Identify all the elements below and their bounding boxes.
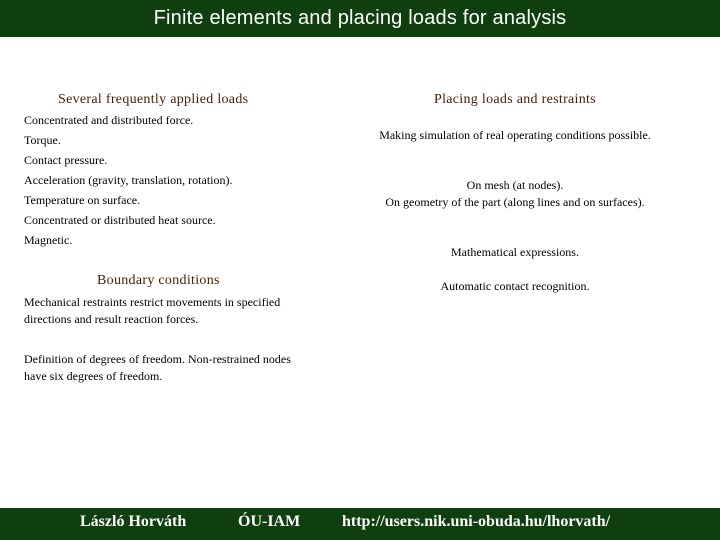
geometry-text: On geometry of the part (along lines and on surfaces). [385, 195, 645, 209]
load-item: Concentrated and distributed force. [24, 113, 194, 127]
load-item: Temperature on surface. [24, 193, 141, 207]
load-item: Contact pressure. [24, 153, 108, 167]
load-item: Torque. [24, 133, 61, 147]
loads-heading: Several frequently applied loads [58, 92, 249, 107]
load-item: Magnetic. [24, 233, 73, 247]
load-item: Concentrated or distributed heat source. [24, 213, 216, 227]
boundary-paragraph: Mechanical restraints restrict movements in specified directions and result reaction forces. [24, 295, 281, 326]
footer-bar [0, 508, 720, 540]
load-item: Acceleration (gravity, translation, rotation). [24, 173, 233, 187]
math-expressions-text: Mathematical expressions. [451, 245, 579, 259]
placing-heading: Placing loads and restraints [434, 92, 596, 107]
footer-url[interactable]: http://users.nik.uni-obuda.hu/lhorvath/ [342, 513, 611, 530]
contact-recognition-text: Automatic contact recognition. [440, 279, 590, 293]
boundary-heading: Boundary conditions [97, 273, 220, 288]
mesh-text: On mesh (at nodes). [466, 178, 564, 192]
slide-title: Finite elements and placing loads for analysis [153, 7, 567, 29]
simulation-text: Making simulation of real operating conditions possible. [379, 128, 651, 142]
dof-paragraph: Definition of degrees of freedom. Non-restrained nodes have six degrees of freedom. [24, 352, 291, 383]
footer-author: László Horváth [80, 513, 187, 530]
slide-title-bar [0, 0, 720, 37]
footer-institution: ÓU-IAM [238, 513, 301, 530]
